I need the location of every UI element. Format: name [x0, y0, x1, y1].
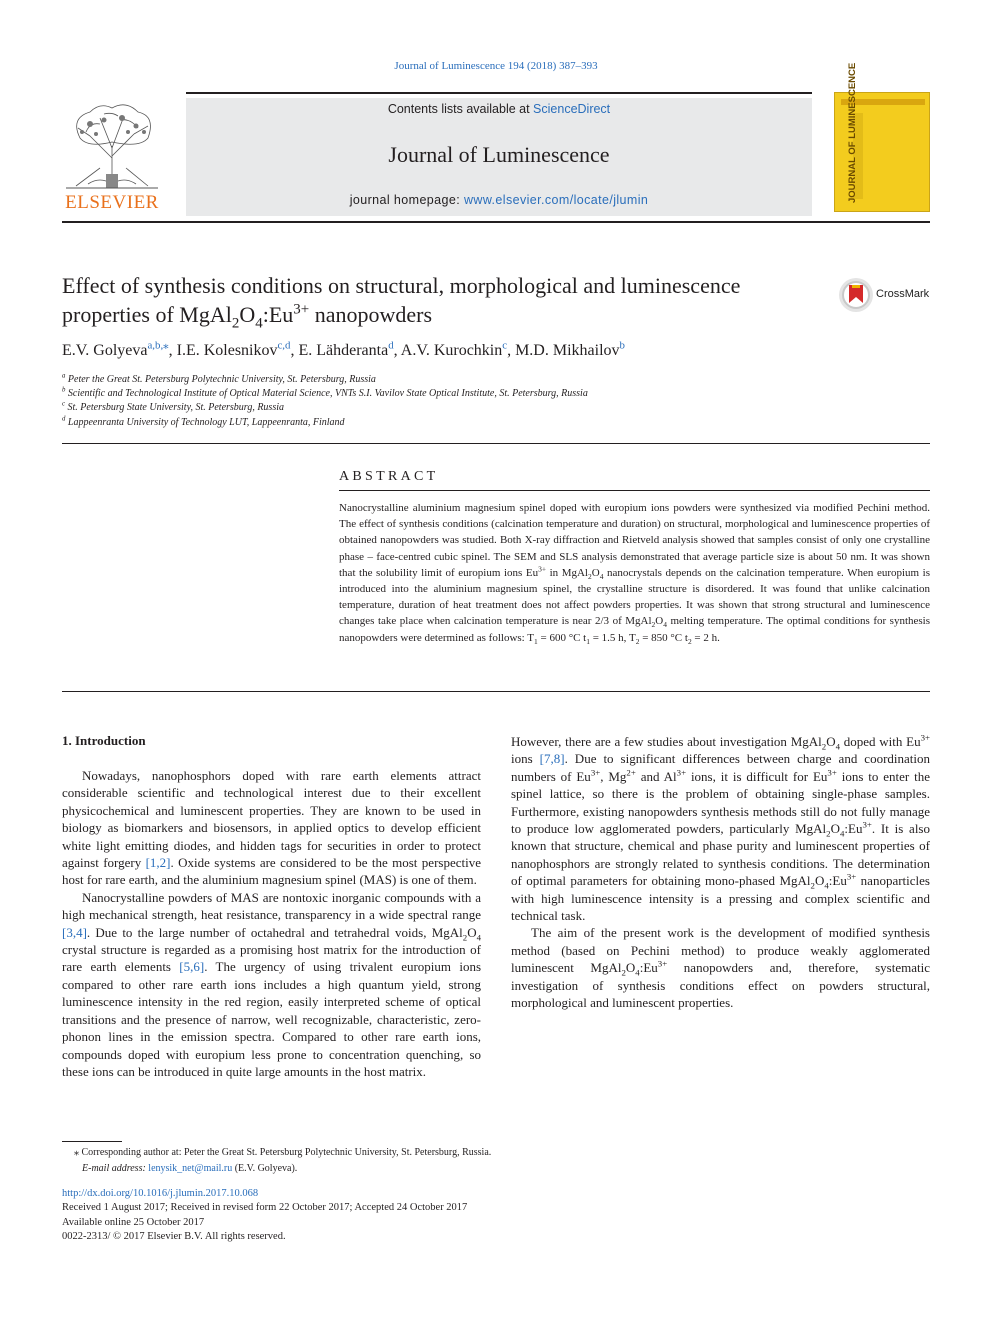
header-top-rule: [186, 92, 812, 94]
author-4[interactable]: A.V. Kurochkin: [400, 342, 503, 359]
affiliation-d: $^d$ Lappeenranta University of Technology LUT, Lappeenranta, Finland: [62, 415, 345, 428]
journal-reference[interactable]: Journal of Luminescence 194 (2018) 387–393: [394, 60, 598, 72]
author-5[interactable]: M.D. Mikhailov: [515, 342, 620, 359]
intro-paragraph-4: The aim of the present work is the development of modified synthesis method (based on Pechini method) to produce weakly agglomerated luminescent $MgAl_2O_4:Eu^{3+}$ nanopowders and, therefore, systematic investigation of synthesis conditions effect on powders structural, morphological and luminescent properties.: [511, 925, 930, 1011]
crossmark-badge[interactable]: [838, 277, 938, 313]
contents-prefix: Contents lists available at: [387, 102, 534, 116]
author-1-affil[interactable]: a,b,⁎: [147, 339, 169, 352]
title-line-1: Effect of synthesis conditions on structural, morphological and luminescence: [62, 273, 741, 298]
author-3-affil[interactable]: d: [388, 339, 394, 352]
author-3[interactable]: E. Lähderanta: [298, 342, 389, 359]
cover-title: JOURNAL OF LUMINESCENCE: [847, 62, 858, 203]
affiliations: [62, 373, 588, 430]
homepage-link[interactable]: www.elsevier.com/locate/jlumin: [463, 193, 649, 207]
citation-5-6[interactable]: [5,6]: [179, 959, 205, 975]
intro-paragraph-1: Nowadays, nanophosphors doped with rare earth elements attract considerable scientific and technological interest due to their excellent physicochemical and luminescent properties. They are known to be used in biology as biomarkers and biosensors, in applied optics to develop efficient white light emitting diodes, and hidden tags for securities in order to protect against forgery [1,2]. Oxide systems are considered to be the most perspective host for rare earth, and the aluminium magnesium spinel (MAS) is one of them.: [62, 768, 481, 888]
article-metadata: [62, 1187, 467, 1245]
citation-3-4[interactable]: [3,4]: [62, 924, 87, 940]
email-link[interactable]: lenysik_net@mail.ru: [148, 1163, 233, 1174]
citation-7-8[interactable]: [7,8]: [539, 751, 565, 767]
available-online: Available online 25 October 2017: [62, 1216, 205, 1228]
abstract-text: Nanocrystalline aluminium magnesium spinel doped with europium ions powders were synthesized via modified Pechini method. The effect of synthesis conditions (calcination temperature and duration) on structural, morphological and luminescence properties of obtained nanopowders was studied. Both X-ray diffraction and Rietveld analysis showed that samples consist of only one crystalline phase – face-centred cubic spinel. The SEM and SLS analysis demonstrated that average particle size is about 50 nm. It was shown that the solubility limit of europium ions $Eu^{3+}$ in $MgAl_2O_4$ nanocrystals depends on the calcination temperature. When europium is introduced into the aluminium magnesium spinel, the crystalline structure is disordered. It was found that unlike calcination temperature, duration of heat treatment does not affect powders properties. It was shown that strong structural and luminescence changes take place when calcination temperature is near 2/3 of $MgAl_2O_4$ melting temperature. The optimal conditions for synthesis nanopowders were determined as follows: $T_1 = 600$ °C $t_1 = 1.5$ h, $T_2 = 850$ °C $t_2 = 2$ h.: [339, 502, 931, 646]
intro-paragraph-3: However, there are a few studies about investigation $MgAl_2O_4$ doped with $Eu^{3+}$ ions [7,8]. Due to significant differences between charge and coordination numbers of $Eu^{3+}$, $Mg^{2+}$ and $Al^{3+}$ ions, it is difficult for $Eu^{3+}$ ions to enter the spinel lattice, so there is the problem of obtaining single-phase samples. Furthermore, existing nanopowders synthesis methods still do not fully manage to produce low agglomerated powders, particularly $MgAl_2O_4:Eu^{3+}$. It is also known that structure, chemical and phase purity and luminescent properties of nanophosphors are strongly related to synthesis conditions. The determination of optimal parameters for obtaining mono-phased $MgAl_2O_4:Eu^{3+}$ nanoparticles with high luminescence intensity is a pressing and complex scientific and technical task.: [511, 732, 931, 924]
journal-homepage: [186, 193, 812, 207]
crossmark-icon: [838, 277, 874, 313]
footnote-rule: [62, 1141, 122, 1142]
footnote: [62, 1145, 491, 1177]
elsevier-wordmark: ELSEVIER: [65, 192, 159, 213]
affiliation-a: $^a$ Peter the Great St. Petersburg Polytechnic University, St. Petersburg, Russia: [62, 372, 376, 385]
author-5-affil[interactable]: b: [619, 339, 625, 352]
doi-link[interactable]: http://dx.doi.org/10.1016/j.jlumin.2017.10.068: [62, 1188, 259, 1199]
article-title: [62, 271, 832, 332]
copyright: 0022-2313/ © 2017 Elsevier B.V. All rights reserved.: [62, 1231, 286, 1243]
abstract-bottom-rule: [62, 691, 930, 692]
abstract-top-rule: [62, 443, 930, 444]
received-dates: Received 1 August 2017; Received in revised form 22 October 2017; Accepted 24 October 2017: [62, 1202, 468, 1214]
journal-cover[interactable]: [834, 62, 930, 212]
author-2[interactable]: I.E. Kolesnikov: [176, 342, 278, 359]
author-2-affil[interactable]: c,d: [277, 339, 291, 352]
header-bottom-rule: [62, 221, 930, 223]
journal-title: Journal of Luminescence: [388, 142, 610, 167]
email-line: E-mail address: lenysik_net@mail.ru (E.V. Golyeva).: [82, 1163, 298, 1174]
citation-1-2[interactable]: [1,2]: [145, 855, 171, 871]
section-heading-introduction: 1. Introduction: [62, 733, 146, 748]
right-column: [511, 733, 930, 1012]
abstract-heading-rule: [339, 490, 930, 491]
sciencedirect-link[interactable]: ScienceDirect: [533, 102, 611, 116]
crossmark-label: CrossMark: [876, 288, 930, 300]
left-column: [62, 767, 481, 1080]
author-list: E.V. Golyeva$^{a,b,⁎}$, I.E. Kolesnikov$^{c,d}$, E. Lähderanta$^d$, A.V. Kurochkin$^c$, M.D. Mikhailov$^b$: [62, 339, 625, 359]
affiliation-c: $^c$ St. Petersburg State University, St. Petersburg, Russia: [62, 401, 284, 414]
abstract-heading: ABSTRACT: [339, 469, 439, 484]
contents-line: [186, 102, 812, 116]
corresponding-author: ⁎ Corresponding author at: Peter the Great St. Petersburg Polytechnic University, St. Petersburg, Russia.: [74, 1147, 492, 1158]
author-4-affil[interactable]: c: [502, 339, 508, 352]
author-1[interactable]: E.V. Golyeva: [62, 342, 148, 359]
homepage-prefix: journal homepage:: [349, 193, 464, 207]
intro-paragraph-2: Nanocrystalline powders of MAS are nontoxic inorganic compounds with a high mechanical strength, heat resistance, transparency in a wide spectral range [3,4]. Due to the large number of octahedral and tetrahedral voids, $MgAl_2O_4$ crystal structure is regarded as a promising host matrix for the introduction of rare earth elements [5,6]. The urgency of using trivalent europium ions compared to other rare earth ions includes a high quantum yield, strong luminescence intensity in the red region, easily interpreted scheme of optical transitions and the presence of narrow, well recognizable, characteristic, zero-phonon lines in the emission spectra. Compared to other rare earth ions, compounds doped with europium less prone to concentration quenching, so these ions can be introduced in quite large amounts in the host matrix.: [62, 889, 482, 1079]
affiliation-b: $^b$ Scientific and Technological Institute of Optical Material Science, VNTs S.I. Vavilov State Optical Institute, St. Petersburg, Russia: [62, 386, 588, 400]
title-line-2: properties of $MgAl_2O_4:Eu^{3+}$ nanopowders: [62, 301, 433, 332]
elsevier-logo[interactable]: [60, 98, 164, 214]
